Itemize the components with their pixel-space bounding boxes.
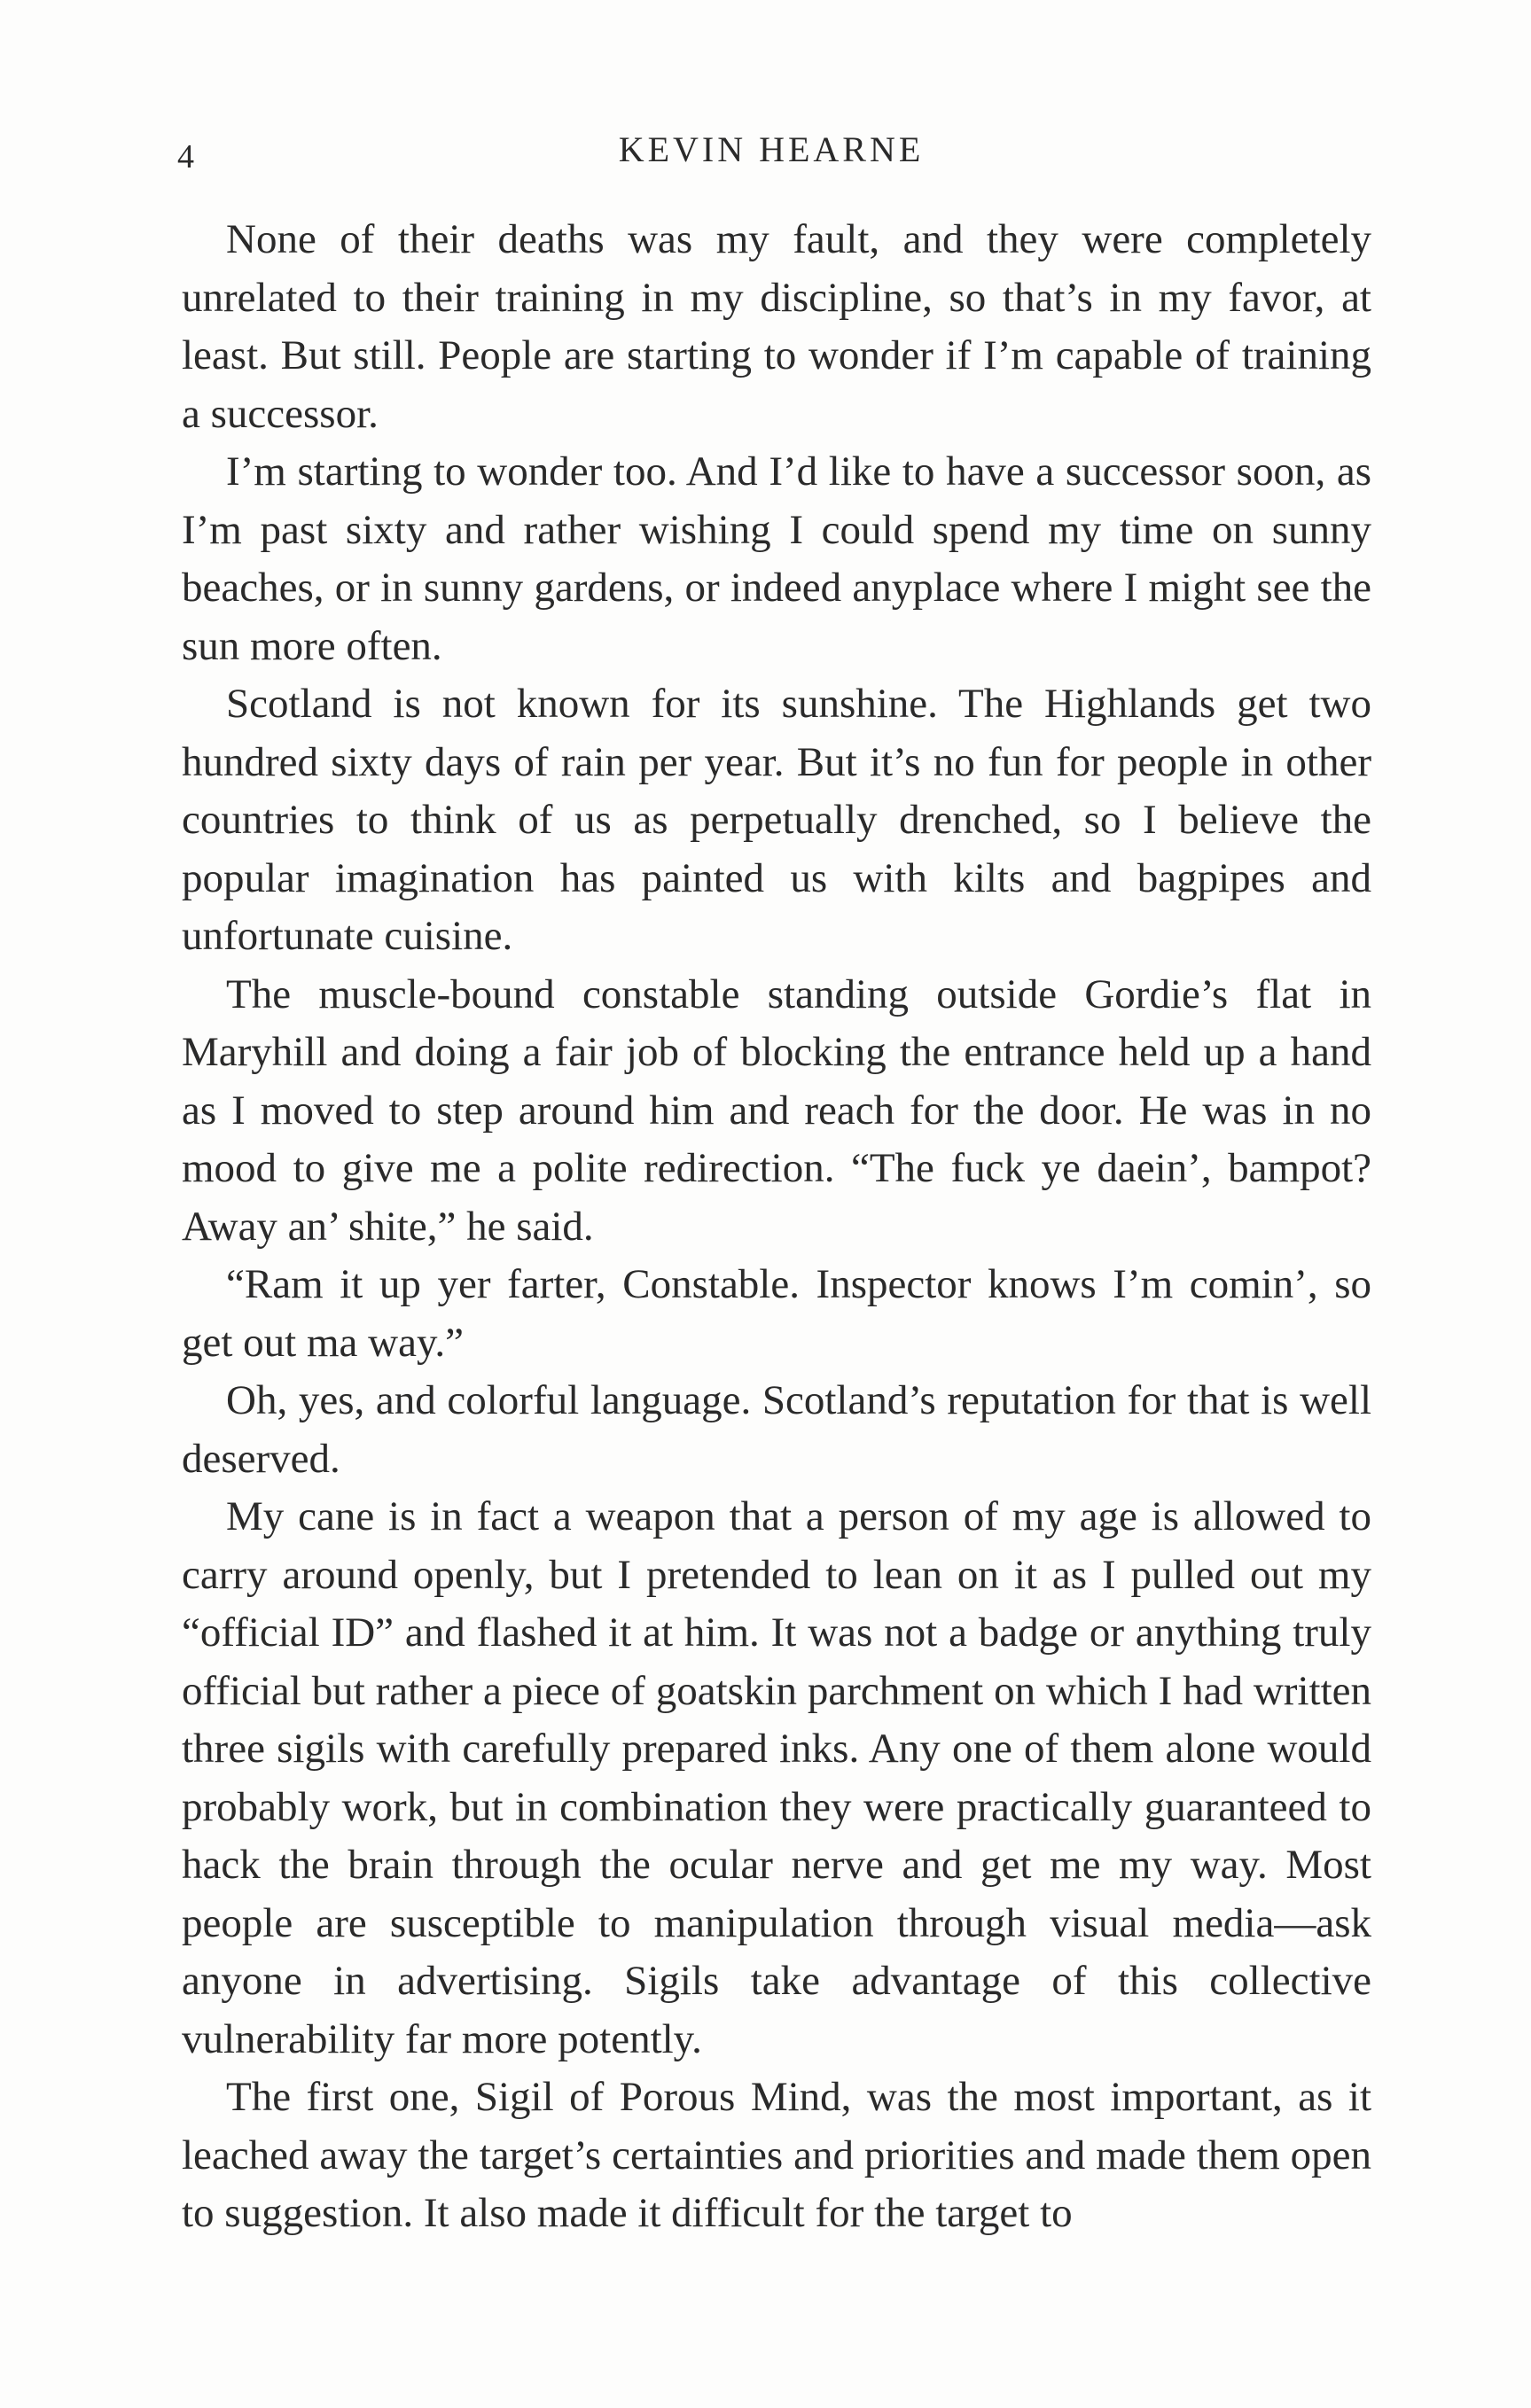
page-number: 4 bbox=[177, 138, 194, 175]
paragraph: My cane is in fact a weapon that a person of my age is allowed to carry around openly, but I pretended to lean on it as I pulled out my “official ID” and flashed it at him. It was not a badge or anything truly official but rather a piece of goatskin parchment on which I had written three sigils with carefully prepared inks. Any one of them alone would probably work, but in combination they were practically guaranteed to hack the brain through the ocular nerve and get me my way. Most people are susceptible to manipulation through visual media—ask anyone in advertising. Sigils take advantage of this collective vulnerability far more potently. bbox=[182, 1493, 1371, 2062]
paragraph: The first one, Sigil of Porous Mind, was the most important, as it leached away the target’s certainties and priorities and made them open to suggestion. It also made it difficult for the target to bbox=[182, 2074, 1371, 2236]
paragraph: None of their deaths was my fault, and they were completely unrelated to their training in my discipline, so that’s in my favor, at least. But still. People are starting to wonder if I’m capable of training a successor. bbox=[182, 216, 1371, 437]
body-text bbox=[182, 211, 1371, 2243]
paragraph: The muscle-bound constable standing outside Gordie’s flat in Maryhill and doing a fair job of blocking the entrance held up a hand as I moved to step around him and reach for the door. He was in no mood to give me a polite redirection. “The fuck ye daein’, bampot? Away an’ shite,” he said. bbox=[182, 970, 1371, 1250]
paragraph: I’m starting to wonder too. And I’d like to have a successor soon, as I’m past sixty and rather wishing I could spend my time on sunny beaches, or in sunny gardens, or indeed anyplace where I might see the sun more often. bbox=[182, 448, 1371, 669]
paragraph: Oh, yes, and colorful language. Scotland’s reputation for that is well deserved. bbox=[182, 1377, 1371, 1482]
paragraph: “Ram it up yer farter, Constable. Inspector knows I’m comin’, so get out ma way.” bbox=[182, 1261, 1371, 1366]
running-title: KEVIN HEARNE bbox=[618, 129, 925, 169]
running-header bbox=[177, 129, 1365, 182]
paragraph: Scotland is not known for its sunshine. The Highlands get two hundred sixty days of rain per year. But it’s no fun for people in other countries to think of us as perpetually drenched, so I believe the popular imagination has painted us with kilts and bagpipes and unfortunate cuisine. bbox=[182, 681, 1371, 959]
